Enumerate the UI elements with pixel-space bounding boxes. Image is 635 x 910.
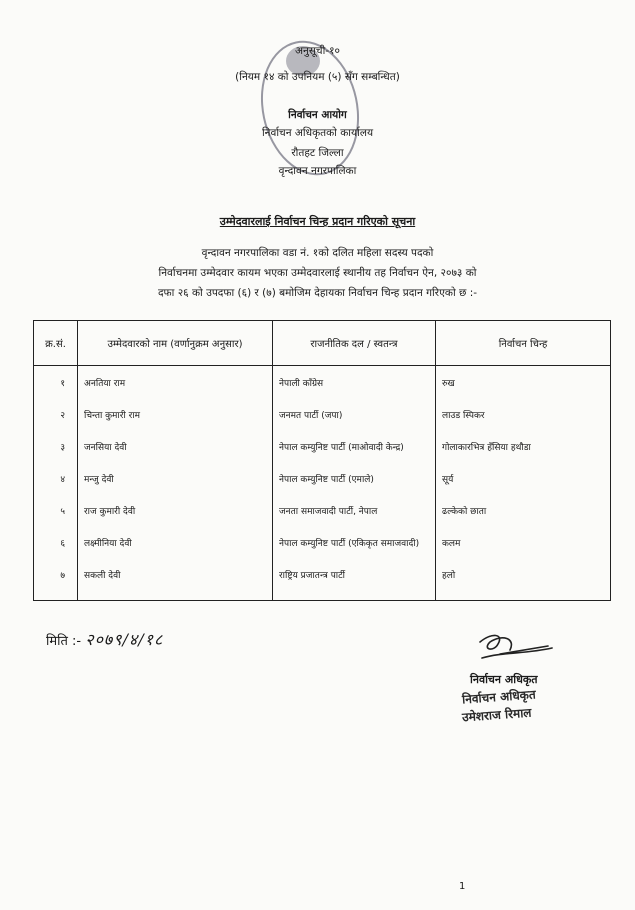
table-row — [34, 366, 611, 405]
notice-title: उम्मेदवारलाई निर्वाचन चिन्ह प्रदान गरिएको सूचना — [219, 215, 416, 228]
cell-sn: १ — [34, 366, 78, 405]
cell-symbol: रुख — [436, 366, 611, 405]
cell-name: अनतिया राम — [78, 366, 273, 405]
table-row — [34, 532, 611, 564]
cell-party: नेपाल कम्युनिष्ट पार्टी (माओवादी केन्द्र) — [273, 436, 436, 468]
annex-label: अनुसूची-१० — [294, 45, 341, 57]
cell-party: जनमत पार्टी (जपा) — [273, 404, 436, 436]
stamp-line-1: निर्वाचन अधिकृत — [461, 687, 537, 707]
table-row — [34, 404, 611, 436]
table-row — [34, 468, 611, 500]
office-name: निर्वाचन अधिकृतको कार्यालय — [261, 127, 374, 139]
signature-icon — [452, 628, 562, 678]
table-row — [34, 436, 611, 468]
cell-name: लक्ष्मीनिया देवी — [78, 532, 273, 564]
cell-name: मन्जु देवी — [78, 468, 273, 500]
municipality-name: वृन्दावन नगरपालिका — [278, 165, 357, 177]
cell-sn: ७ — [34, 564, 78, 601]
signatory-title: निर्वाचन अधिकृत — [470, 673, 538, 686]
intro-line-3: दफा २६ को उपदफा (६) र (७) बमोजिम देहायका निर्वाचन चिन्ह प्रदान गरिएको छ :- — [157, 287, 478, 299]
cell-party: राष्ट्रिय प्रजातन्त्र पार्टी — [273, 564, 436, 601]
header-party: राजनीतिक दल / स्वतन्त्र — [273, 321, 436, 366]
cell-name: चिन्ता कुमारी राम — [78, 404, 273, 436]
district-name: रौतहट जिल्ला — [291, 147, 344, 159]
table-row — [34, 564, 611, 601]
date-value-handwritten: २०७९/४/१८ — [85, 630, 164, 649]
cell-symbol: ढल्केको छाता — [436, 500, 611, 532]
cell-name: राज कुमारी देवी — [78, 500, 273, 532]
cell-name: जनसिया देवी — [78, 436, 273, 468]
date-line — [46, 628, 163, 650]
page-number: 1 — [459, 881, 466, 892]
cell-symbol: हलो — [436, 564, 611, 601]
header-name: उम्मेदवारको नाम (वर्णानुक्रम अनुसार) — [78, 321, 273, 366]
cell-party: नेपाल कम्युनिष्ट पार्टी (एमाले) — [273, 468, 436, 500]
cell-name: सकली देवी — [78, 564, 273, 601]
intro-line-2: निर्वाचनमा उम्मेदवार कायम भएका उम्मेदवारलाई स्थानीय तह निर्वाचन ऐन, २०७३ को — [158, 267, 477, 279]
rule-reference: (नियम १४ को उपनियम (५) सँग सम्बन्धित) — [235, 71, 400, 83]
intro-line-1: वृन्दावन नगरपालिका वडा नं. १को दलित महिला सदस्य पदको — [201, 247, 434, 259]
cell-sn: ४ — [34, 468, 78, 500]
candidate-table — [33, 320, 611, 601]
cell-symbol: लाउड स्पिकर — [436, 404, 611, 436]
cell-party: नेपाल कम्युनिष्ट पार्टी (एकिकृत समाजवादी) — [273, 532, 436, 564]
stamp-line-2: उमेशराज रिमाल — [461, 705, 532, 725]
cell-symbol: सूर्य — [436, 468, 611, 500]
header-sn: क्र.सं. — [34, 321, 78, 366]
table-header-row — [34, 321, 611, 366]
cell-sn: ३ — [34, 436, 78, 468]
cell-party: जनता समाजवादी पार्टी, नेपाल — [273, 500, 436, 532]
cell-symbol: कलम — [436, 532, 611, 564]
commission-name: निर्वाचन आयोग — [288, 109, 347, 121]
cell-sn: ५ — [34, 500, 78, 532]
table-row — [34, 500, 611, 532]
date-label: मिति :- — [46, 634, 82, 649]
cell-symbol: गोलाकारभित्र हँसिया हथौडा — [436, 436, 611, 468]
cell-sn: ६ — [34, 532, 78, 564]
cell-party: नेपाली काँग्रेस — [273, 366, 436, 405]
header-symbol: निर्वाचन चिन्ह — [436, 321, 611, 366]
cell-sn: २ — [34, 404, 78, 436]
